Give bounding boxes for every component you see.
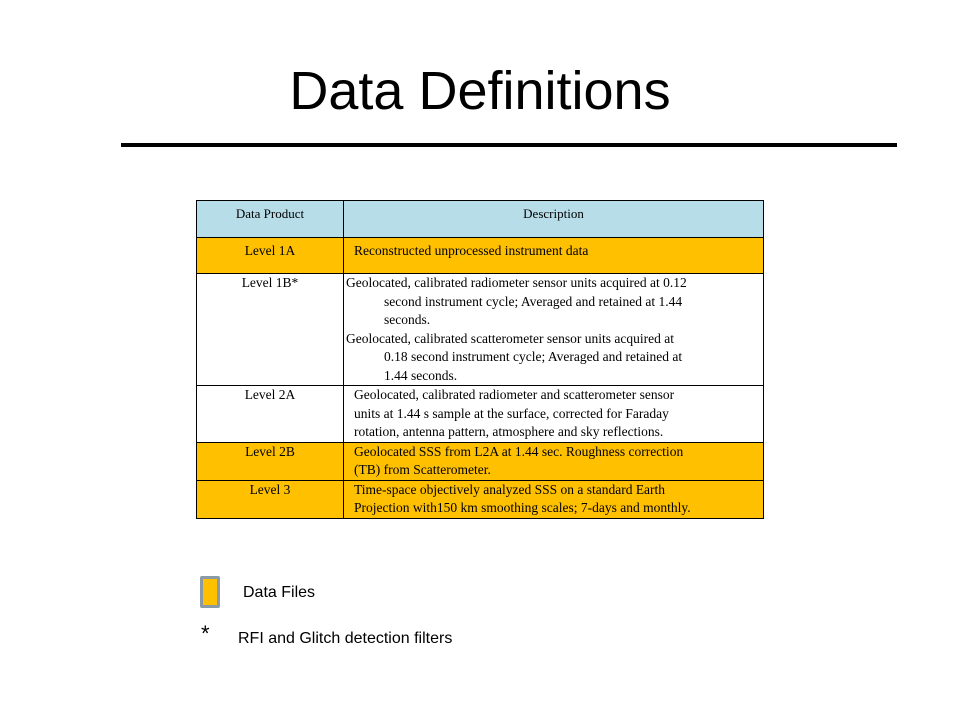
data-files-swatch [200, 576, 220, 608]
description-cell [344, 386, 764, 443]
description-line: Geolocated SSS from L2A at 1.44 sec. Roughness correction [354, 443, 684, 459]
data-files-label: Data Files [243, 584, 316, 601]
title-underline [121, 143, 897, 147]
description-line: rotation, antenna pattern, atmosphere and sky reflections. [354, 424, 664, 439]
description-line: Geolocated, calibrated radiometer sensor units acquired at 0.12 [346, 275, 687, 290]
product-cell: Level 1B* [197, 274, 344, 386]
asterisk-symbol: * [201, 621, 210, 646]
product-cell: Level 1A [197, 238, 344, 274]
page-title: Data Definitions [289, 61, 671, 121]
product-cell: Level 2A [197, 386, 344, 443]
table-row-level-1a [197, 238, 764, 274]
table-row-level-1b [197, 274, 764, 386]
description-cell [344, 480, 764, 518]
description-paragraph [344, 330, 763, 386]
description-line: units at 1.44 s sample at the surface, corrected for Faraday [354, 405, 669, 421]
rfi-glitch-note: RFI and Glitch detection filters [238, 630, 453, 647]
description-cell [344, 274, 764, 386]
data-definitions-table [196, 200, 764, 519]
description-line: Projection with150 km smoothing scales; 7-days and monthly. [354, 500, 691, 515]
description-line: (TB) from Scatterometer. [354, 462, 491, 477]
header-data-product: Data Product [197, 201, 344, 238]
description-paragraph [344, 274, 763, 330]
header-description: Description [344, 201, 764, 238]
description-line: seconds. [384, 312, 431, 327]
description-line: Time-space objectively analyzed SSS on a standard Earth [354, 481, 666, 497]
product-cell: Level 3 [197, 480, 344, 518]
description-line: 1.44 seconds. [384, 367, 458, 383]
description-line: 0.18 second instrument cycle; Averaged and retained at [384, 349, 683, 364]
description-line: second instrument cycle; Averaged and retained at 1.44 [384, 293, 683, 309]
table-row-level-2b [197, 442, 764, 480]
description-cell [344, 238, 764, 274]
table-row-level-3 [197, 480, 764, 518]
description-line: Geolocated, calibrated radiometer and scatterometer sensor [354, 387, 675, 402]
table-row-level-2a [197, 386, 764, 443]
product-cell: Level 2B [197, 442, 344, 480]
table-header-row [197, 201, 764, 238]
description-line: Geolocated, calibrated scatterometer sensor units acquired at [346, 330, 674, 346]
description-line: Reconstructed unprocessed instrument data [354, 243, 589, 258]
description-cell [344, 442, 764, 480]
